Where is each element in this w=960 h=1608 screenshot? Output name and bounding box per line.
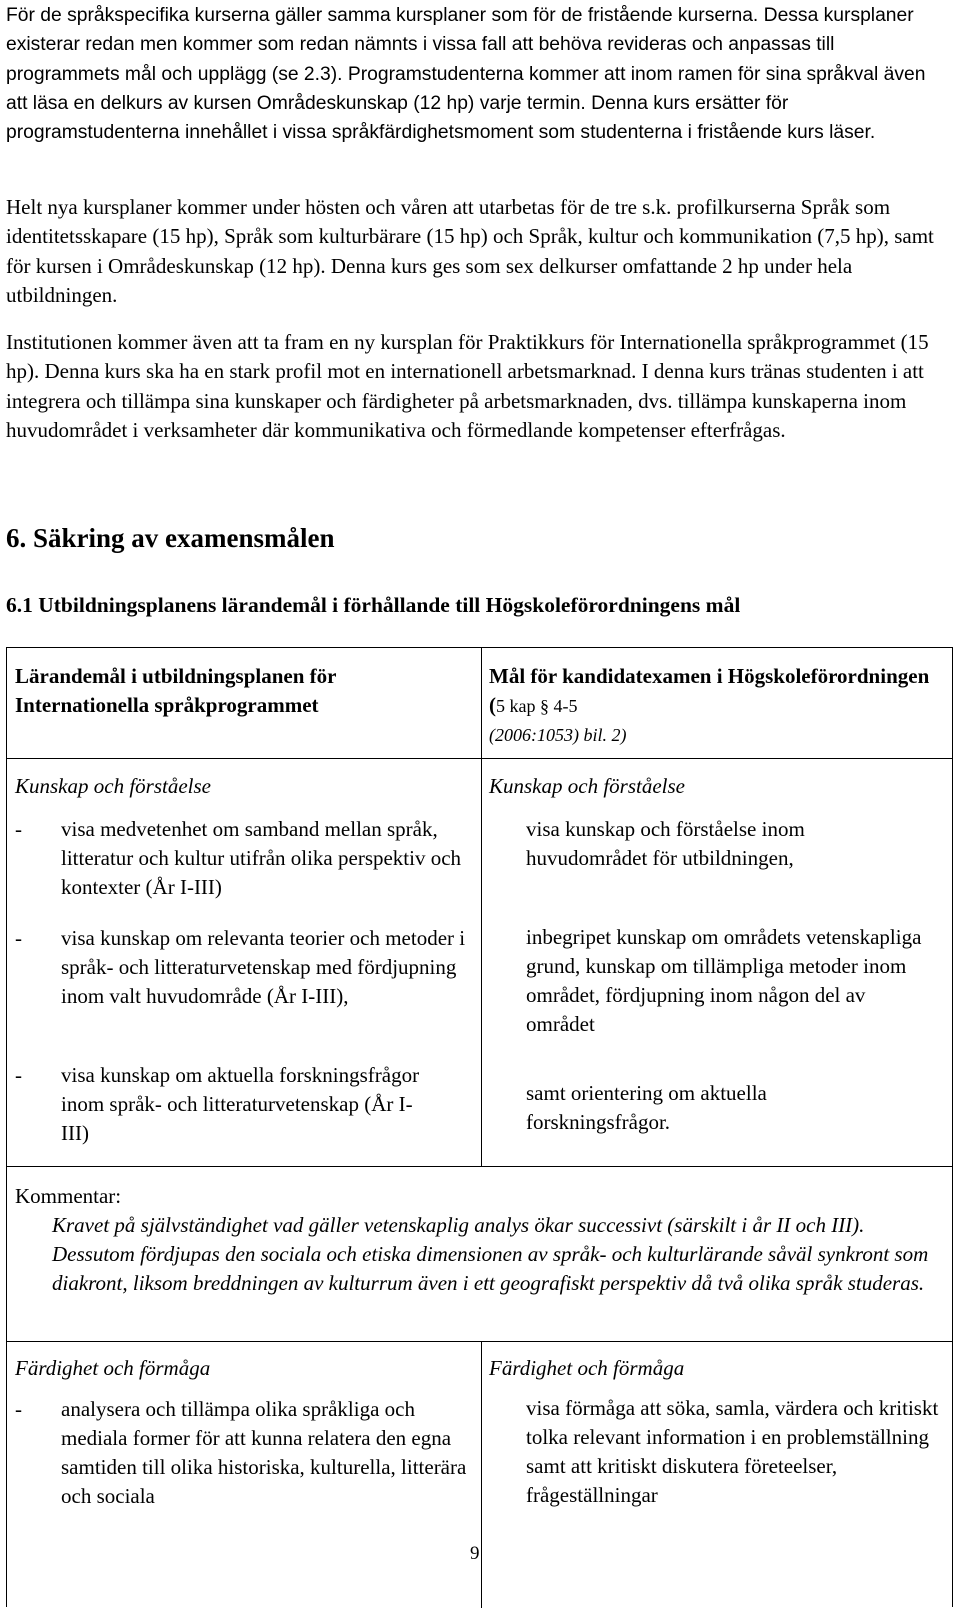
table-rule [7, 1166, 952, 1167]
paragraph-internship-course [6, 328, 951, 445]
goal-dash: - [15, 817, 22, 841]
table-rule [7, 1341, 952, 1342]
section-heading: 6. Säkring av examensmålen [6, 523, 335, 553]
paragraph-text: Helt nya kursplaner kommer under hösten och våren att utarbetas för de tre s.k. profilkurserna Språk som identitetsskapare (15 hp), Språk som kulturbärare (15 hp) och Språk, kultur och kommunikation (7,5 hp), samt för kursen i Områdeskunskap (12 hp). Denna kurs ges som sex delkurser omfattande 2 hp under hela utbildningen. [6, 195, 934, 307]
goal-text: analysera och tillämpa olika språkliga och mediala former för att kunna relatera den egna samtiden till olika historiska, kulturella, litterära och sociala [61, 1397, 467, 1508]
column-divider [481, 648, 482, 1166]
section-title-skills-right: Färdighet och förmåga [489, 1356, 685, 1380]
goal-dash: - [15, 926, 22, 950]
paragraph-text: För de språkspecifika kurserna gäller samma kursplaner som för de fristående kurserna. Dessa kursplaner existerar redan men kommer som redan nämnts i vissa fall att behöva revideras och anpassas till programmets mål och upplägg (se 2.3). Programstudenterna kommer att inom ramen för sina språkval även att läsa en delkurs av kursen Områdeskunskap (12 hp) varje termin. Denna kurs ersätter för programstudenterna innehållet i vissa språkfärdighetsmoment som studenterna i fristående kurs läser. [6, 5, 926, 144]
section-title-skills-left: Färdighet och förmåga [15, 1356, 211, 1380]
page-number: 9 [470, 1543, 480, 1564]
paragraph-new-course-plans [6, 193, 951, 310]
ordinance-goal: inbegripet kunskap om områdets vetenskapliga grund, kunskap om tillämpliga metoder inom området, fördjupning inom någon del av området [526, 925, 922, 1036]
goal-text: visa kunskap om aktuella forskningsfrågor inom språk- och litteraturvetenskap (År I-III) [61, 1063, 420, 1145]
goal-text: visa medvetenhet om samband mellan språk, litteratur och kultur utifrån olika perspektiv och kontexter (År I-III) [61, 817, 462, 899]
column-divider [481, 1341, 482, 1608]
table-rule [7, 758, 952, 759]
comment-text: Kravet på självständighet vad gäller vetenskaplig analys ökar successivt (särskilt i år II och III). Dessutom fördjupas den sociala och etiska dimensionen av språk- och kulturlärande såväl synkront som diakront, liksom breddningen av kulturrum även i ett geografiskt perspektiv då två olika språk studeras. [52, 1213, 929, 1295]
header-right-bold: Mål för kandidatexamen i Högskoleförordningen ( [489, 664, 930, 717]
ordinance-goal: samt orientering om aktuella forskningsfrågor. [526, 1081, 767, 1134]
goal-dash: - [15, 1397, 22, 1421]
goals-table [6, 647, 953, 1607]
section-title-knowledge-left: Kunskap och förståelse [15, 774, 211, 798]
paragraph-course-plans [6, 1, 951, 147]
subsection-heading: 6.1 Utbildningsplanens lärandemål i förhållande till Högskoleförordningens mål [6, 593, 741, 617]
goal-text: visa kunskap om relevanta teorier och metoder i språk- och litteraturvetenskap med fördjupning inom valt huvudområde (År I-III), [61, 926, 466, 1008]
ordinance-goal: visa kunskap och förståelse inom huvudområdet för utbildningen, [526, 817, 805, 870]
paragraph-text: Institutionen kommer även att ta fram en ny kursplan för Praktikkurs för Internationella språkprogrammet (15 hp). Denna kurs ska ha en stark profil mot en internationell arbetsmarknad. I denna kurs tränas studenten i att integrera och tillämpa sina kunskaper och färdigheter på arbetsmarknaden, dvs. tillämpa kunskaperna inom huvudområdet i verksamheter där kommunikativa och förmedlande kompetenser efterfrågas. [6, 330, 929, 442]
header-left: Lärandemål i utbildningsplanen för Internationella språkprogrammet [15, 664, 337, 717]
section-title-knowledge-right: Kunskap och förståelse [489, 774, 685, 798]
goal-dash: - [15, 1063, 22, 1087]
header-right [489, 662, 934, 750]
comment-label: Kommentar: [15, 1184, 122, 1208]
ordinance-goal: visa förmåga att söka, samla, värdera och kritiskt tolka relevant information i en problemställning samt att kritiskt diskutera företeelser, frågeställningar [526, 1396, 939, 1507]
header-right-reference: 5 kap § 4-5 [496, 696, 578, 716]
header-right-citation: (2006:1053) bil. 2) [489, 725, 627, 745]
